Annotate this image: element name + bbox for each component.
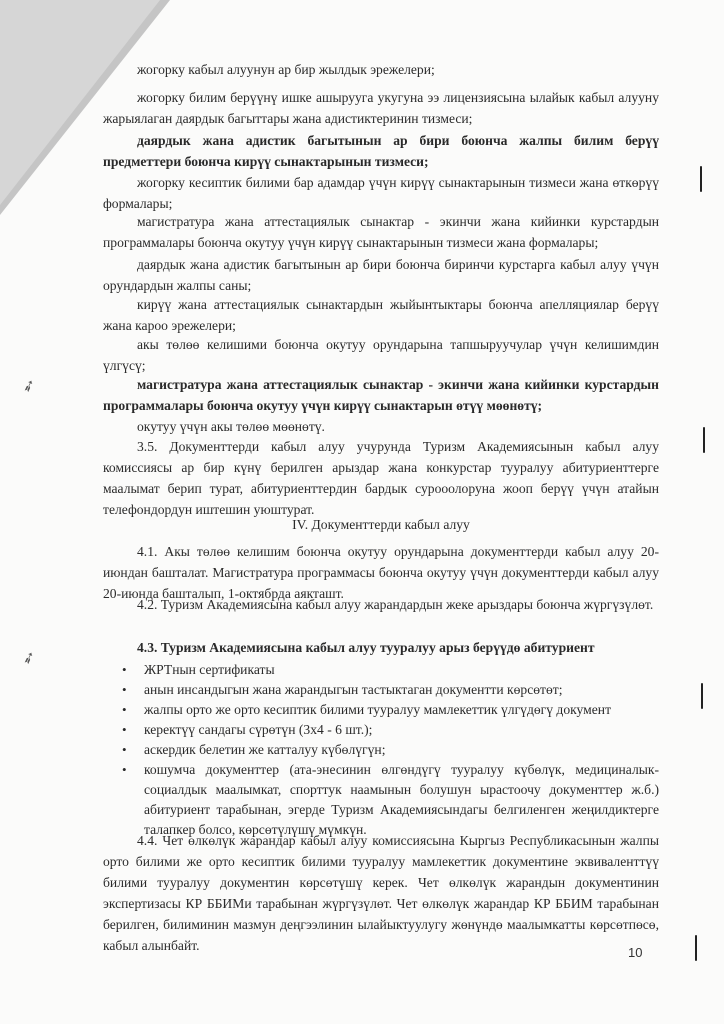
paragraph-3: даярдык жана адистик багытынын ар бири боюнча жалпы билим берүү предметтери боюнча кирүү сынактарынын тизмеси; xyxy=(103,133,659,169)
page-number: 10 xyxy=(628,945,643,960)
paragraph-4-3: 4.3. Туризм Академиясына кабыл алуу тууралуу арыз берүүдө абитуриент xyxy=(137,640,595,655)
bullet-icon: • xyxy=(122,722,127,737)
punch-hole-mark: ➶ xyxy=(19,374,39,397)
paragraph-6: даярдык жана адистик багытынын ар бири боюнча биринчи курстарга кабыл алуу үчүн орундардын жалпы саны; xyxy=(103,257,659,293)
bullet-icon: • xyxy=(122,762,127,777)
bullet-icon: • xyxy=(122,662,127,677)
binding-mark xyxy=(695,935,697,961)
paragraph-10: окутуу үчүн акы төлөө мөөнөтү. xyxy=(137,419,325,434)
paragraph-5: магистратура жана аттестациялык сынактар - экинчи жана кийинки курстардын программалары боюнча окутуу үчүн кирүү сынактарынын тизмеси жана формалары; xyxy=(103,214,659,250)
paragraph-9: магистратура жана аттестациялык сынактар - экинчи жана кийинки курстардын программалары боюнча окутуу үчүн кирүү сынактарын өтүү мөөнөтү; xyxy=(103,377,659,413)
list-item: • ЖРТнын сертификаты xyxy=(118,660,659,680)
paragraph-8: акы төлөө келишими боюнча окутуу орундарына тапшыруучулар үчүн келишимдин үлгүсү; xyxy=(103,337,659,373)
paragraph-2: жогорку билим берүүнү ишке ашырууга укугуна ээ лицензиясына ылайык кабыл алууну жарыялаган даярдык багыттары жана адистиктеринин тизмеси; xyxy=(103,90,659,126)
binding-mark xyxy=(700,166,702,192)
paragraph-1: жогорку кабыл алуунун ар бир жылдык эрежелери; xyxy=(137,62,435,77)
binding-mark xyxy=(703,427,705,453)
bullet-icon: • xyxy=(122,682,127,697)
paragraph-7: кирүү жана аттестациялык сынактардын жыйынтыктары боюнча апелляциялар берүү жана карoо эрежелери; xyxy=(103,297,659,333)
list-item: • анын инсандыгын жана жарандыгын тастыктаган документти көрсөтөт; xyxy=(118,680,659,700)
paragraph-4-1: 4.1. Акы төлөө келишим боюнча окутуу орундарына документтерди кабыл алуу 20-июндан башталат. Магистратура программасы боюнча окутуу үчүн документтерди кабыл алуу 20-июнда башталып, 1-октябрда аякташт. xyxy=(103,544,659,601)
binding-mark xyxy=(701,683,703,709)
paragraph-3-5: 3.5. Документтерди кабыл алуу учурунда Туризм Академиясынын кабыл алуу комиссиясы ар бир күнү берилген арыздар жана конкурстар тууралуу абитуриенттерге маалымат берип турат, абитуриенттердин бардык сурооолоруна жооп берүү үчүн атайын телефондордун иштешин уюштурат. xyxy=(103,439,659,517)
section-heading: IV. Документтерди кабыл алуу xyxy=(292,517,470,532)
bullet-icon: • xyxy=(122,702,127,717)
list-item: • аскердик белетин же катталуу күбөлүгүн; xyxy=(118,740,659,760)
document-list xyxy=(118,660,659,840)
punch-hole-mark: ➶ xyxy=(19,646,39,669)
paragraph-4-4: 4.4. Чет өлкөлүк жарандар кабыл алуу комиссиясына Кыргыз Республикасынын жалпы орто билими же орто кесиптик билими тууралуу мамлекеттик документине эквиваленттүү билими тууралуу документин көрсөтүшү керек. Чет өлкөлүк жарандын документинин экспертизасы КР ББИМи тарабынан жүргүзүлөт. Чет өлкөлүк жарандар КР ББИМ тарабынан берилген, билиминин мазмун деңгээлинин ылайыктуулугу жөнүндө маалымкатты көрсөтпөсө, кабыл алынбайт. xyxy=(103,833,659,953)
paragraph-4-2: 4.2. Туризм Академиясына кабыл алуу жарандардын жеке арыздары боюнча жүргүзүлөт. xyxy=(137,597,654,612)
paragraph-4: жогорку кесиптик билими бар адамдар үчүн кирүү сынактарынын тизмеси жана өткөрүү формалары; xyxy=(103,175,659,211)
list-item: • кошумча документтер (ата-энесинин өлгөндүгү тууралуу күбөлүк, медициналык-социалдык маалымкат, спорттук наамынын болушун ырастоочу документтер ж.б.) абитуриент тарабынан, эгерде Туризм Академиясындагы белгиленген жеңилдиктерге талапкер болсо, көрсөтүлүшү мүмкүн. xyxy=(122,762,659,837)
list-item: • керектүү сандагы сүрөтүн (3х4 - 6 шт.); xyxy=(118,720,659,740)
bullet-icon: • xyxy=(122,742,127,757)
list-item: • жалпы орто же орто кесиптик билими тууралуу мамлекеттик үлгүдөгү документ xyxy=(118,700,659,720)
